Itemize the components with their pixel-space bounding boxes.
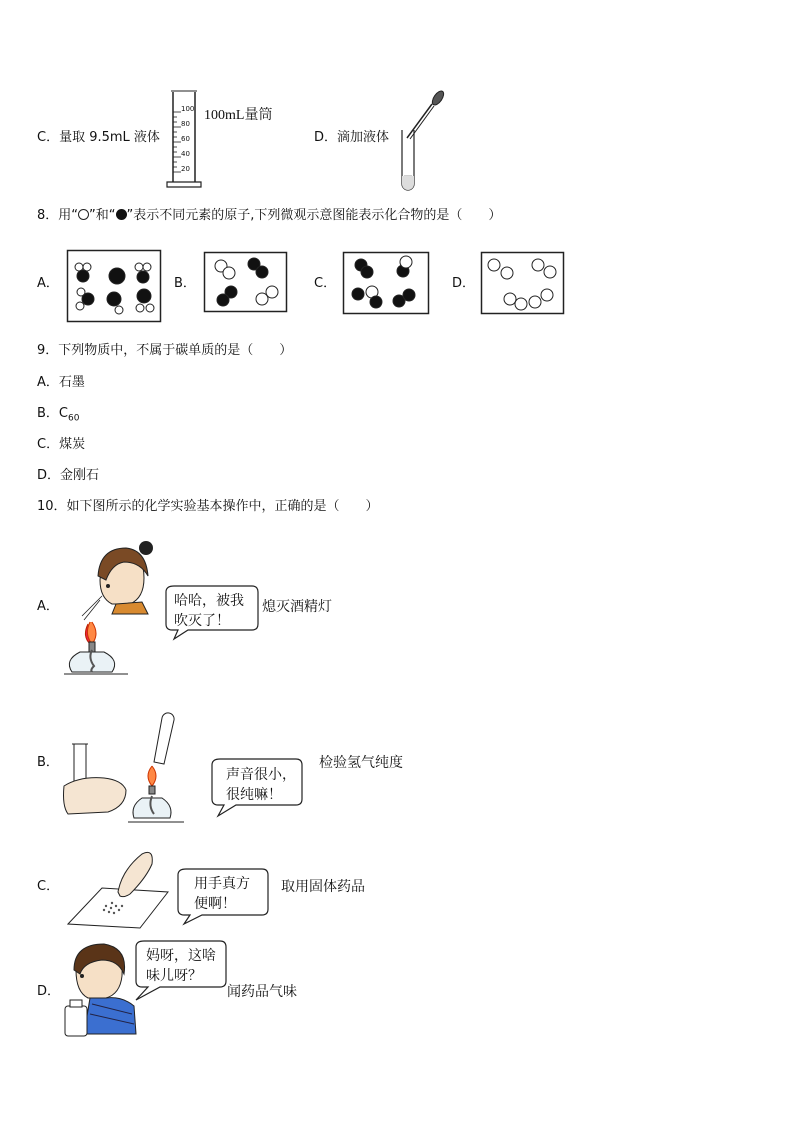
q10-option-c-caption: 取用固体药品 <box>281 879 365 895</box>
q9-stem: 9．下列物质中，不属于碳单质的是（ ） <box>37 343 293 358</box>
tick-20: 20 <box>181 165 190 173</box>
q8-label-d: D． <box>452 276 476 291</box>
q8-diagram-a <box>67 250 161 322</box>
q9-option-d: D．金刚石 <box>37 468 100 483</box>
q10-option-d-caption: 闻药品气味 <box>227 984 297 1000</box>
q10-stem: 10．如下图所示的化学实验基本操作中，正确的是（ ） <box>37 499 379 514</box>
q10-option-a-caption: 熄灭酒精灯 <box>262 599 332 615</box>
q10-option-b-label: B． <box>37 755 59 770</box>
bubble-a-text <box>174 591 244 631</box>
bubble-d-line1: 妈呀，这啥 <box>146 948 216 964</box>
bubble-c-line2: 便啊！ <box>194 896 236 912</box>
bubble-b-text <box>226 765 296 805</box>
cylinder-tick-labels <box>181 106 194 173</box>
bubble-d-text <box>146 946 216 986</box>
q7-option-d: D．滴加液体 <box>314 130 390 145</box>
q8-label-c: C． <box>314 276 337 291</box>
q8-label-a: A． <box>37 276 59 291</box>
q8-stem-part2: ”和“ <box>89 208 116 223</box>
q9-option-b <box>37 405 79 428</box>
tick-100: 100 <box>181 105 195 113</box>
bubble-d-line2: 味儿呀？ <box>146 968 202 984</box>
q10-option-d-label: D． <box>37 984 61 999</box>
q8-diagram-b <box>204 252 287 312</box>
q8-label-b: B． <box>174 276 196 291</box>
q9-option-c: C．煤炭 <box>37 437 86 452</box>
bubble-a-line2: 吹灭了！ <box>174 613 230 629</box>
hollow-circle-icon <box>78 209 89 220</box>
q10-option-c-label: C． <box>37 879 60 894</box>
bubble-b-line1: 声音很小， <box>226 767 296 783</box>
hydrogen-test-illustration <box>60 710 190 826</box>
q9-option-b-text: B．C <box>37 406 68 421</box>
bubble-c-line1: 用手真方 <box>194 876 250 892</box>
bubble-a-line1: 哈哈，被我 <box>174 593 244 609</box>
q7-option-c: C．量取 9.5mL 液体 <box>37 130 160 145</box>
bubble-c-text <box>194 874 250 914</box>
filled-circle-icon <box>116 209 127 220</box>
girl-blowing-lamp-illustration <box>60 540 160 680</box>
tick-40: 40 <box>181 150 190 158</box>
q9-option-b-subscript: 60 <box>68 413 80 424</box>
tick-60: 60 <box>181 135 190 143</box>
cylinder-label: 100mL量筒 <box>204 108 273 123</box>
hand-taking-powder-illustration <box>66 840 170 930</box>
tick-80: 80 <box>181 120 190 128</box>
q10-option-a-label: A． <box>37 599 59 614</box>
q10-option-b-caption: 检验氢气纯度 <box>319 755 403 771</box>
bubble-b-line2: 很纯嘛！ <box>226 787 282 803</box>
boy-smelling-bottle-illustration <box>62 944 142 1038</box>
q9-option-a: A．石墨 <box>37 375 85 390</box>
q8-stem <box>37 207 501 225</box>
q8-stem-part3: ”表示不同元素的原子,下列微观示意图能表示化合物的是（ ） <box>126 208 502 223</box>
dropper-test-tube-icon <box>398 90 448 192</box>
q8-diagram-c <box>343 252 429 314</box>
q8-diagram-d <box>481 252 564 314</box>
q8-stem-part1: 8．用“ <box>37 208 79 223</box>
